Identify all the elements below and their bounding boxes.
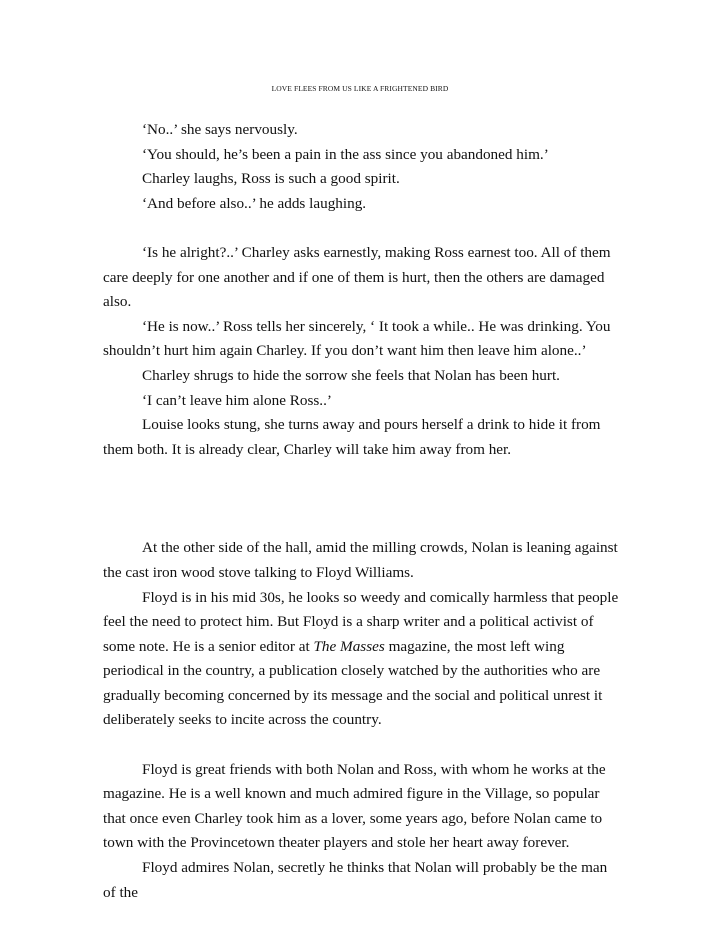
paragraph: Charley laughs, Ross is such a good spirit. (142, 170, 400, 188)
paragraph: ‘I can’t leave him alone Ross..’ (142, 391, 332, 409)
running-header: LOVE FLEES FROM US LIKE A FRIGHTENED BIRD (271, 84, 449, 93)
paragraph: Floyd admires Nolan, secretly he thinks that Nolan will probably be the man of the (103, 859, 608, 901)
paragraph: ‘He is now..’ Ross tells her sincerely, ‘ It took a while.. He was drinking. You shouldn’t hurt him again Charley. If you don’t want him then leave him alone..’ (103, 317, 611, 360)
paragraph: At the other side of the hall, amid the milling crowds, Nolan is leaning against the cast iron wood stove talking to Floyd Williams. (103, 539, 618, 581)
paragraph (103, 586, 623, 734)
body-text (103, 118, 623, 905)
paragraph: Charley shrugs to hide the sorrow she feels that Nolan has been hurt. (142, 366, 560, 384)
paragraph-text: Floyd is in his mid 30s, he looks so weedy and comically harmless that people feel the need to protect him. But Floyd is a sharp writer and a political activist of some note. He is a senior editor at (103, 588, 619, 655)
section-break (103, 462, 623, 536)
magazine-title: The Masses (313, 637, 385, 655)
paragraph: Louise looks stung, she turns away and pours herself a drink to hide it from them both. It is already clear, Charley will take him away from her. (103, 416, 601, 458)
paragraph: ‘And before also..’ he adds laughing. (142, 194, 367, 212)
paragraph-spacer (103, 216, 623, 241)
paragraph: ‘No..’ she says nervously. (142, 121, 298, 138)
paragraph: ‘You should, he’s been a pain in the ass since you abandoned him.’ (142, 145, 549, 163)
paragraph-spacer (103, 733, 623, 758)
paragraph: Floyd is great friends with both Nolan and Ross, with whom he works at the magazine. He is a well known and much admired figure in the Village, so popular that once even Charley took him as a lover, some years ago, before Nolan came to town with the Provincetown theater players and stole her heart away forever. (103, 760, 606, 852)
paragraph-text: magazine, the most left wing periodical in the country, a publication closely watched by the authorities who are gradually becoming concerned by its message and the social and political unrest it deliberately seeks to incite across the country. (103, 637, 603, 729)
paragraph: ‘Is he alright?..’ Charley asks earnestly, making Ross earnest too. All of them care deeply for one another and if one of them is hurt, then the others are damaged also. (103, 243, 611, 311)
